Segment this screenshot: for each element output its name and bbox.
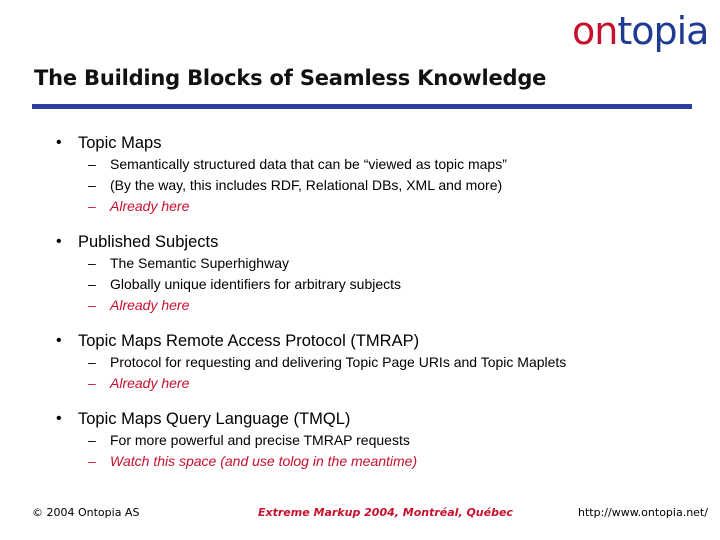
sub-marker: – [88, 354, 96, 370]
footer-url: http://www.ontopia.net/ [578, 506, 708, 519]
bullet-heading: Topic Maps [78, 134, 162, 152]
bullet-item [0, 330, 720, 352]
bullet-marker: • [56, 410, 62, 427]
sub-item-text: Watch this space (and use tolog in the meantime) [110, 453, 418, 469]
section-published-subjects [0, 231, 720, 316]
sub-marker: – [88, 198, 96, 214]
sub-item-text: Already here [110, 198, 190, 214]
section-tmrap [0, 330, 720, 394]
title-underline [32, 104, 692, 109]
bullet-marker: • [56, 332, 62, 349]
logo-part-topia: topia [617, 9, 709, 53]
section-tmql [0, 408, 720, 472]
logo-part-on: on [572, 9, 618, 53]
sub-item-highlight [0, 451, 720, 472]
sub-marker: – [88, 156, 96, 172]
sub-item-text: Already here [110, 375, 190, 391]
bullet-marker: • [56, 233, 62, 250]
sub-item [0, 430, 720, 451]
sub-item-text: Globally unique identifiers for arbitrary subjects [110, 276, 402, 292]
sub-item-highlight [0, 295, 720, 316]
sub-marker: – [88, 255, 96, 271]
sub-item-text: Semantically structured data that can be “viewed as topic maps” [110, 156, 507, 172]
bullet-heading: Topic Maps Query Language (TMQL) [78, 410, 351, 428]
bullet-item [0, 231, 720, 253]
slide-title: The Building Blocks of Seamless Knowledge [34, 66, 547, 90]
sub-item-text: For more powerful and precise TMRAP requests [110, 432, 410, 448]
sub-item-text: (By the way, this includes RDF, Relational DBs, XML and more) [110, 177, 503, 193]
sub-item-highlight [0, 196, 720, 217]
sub-item [0, 175, 720, 196]
sub-item [0, 253, 720, 274]
sub-item-text: The Semantic Superhighway [110, 255, 289, 271]
sub-marker: – [88, 375, 96, 391]
ontopia-logo [572, 8, 712, 54]
bullet-heading: Published Subjects [78, 233, 219, 251]
bullet-item [0, 408, 720, 430]
bullet-item [0, 132, 720, 154]
bullet-marker: • [56, 134, 62, 151]
sub-item [0, 274, 720, 295]
sub-marker: – [88, 453, 96, 469]
bullet-heading: Topic Maps Remote Access Protocol (TMRAP) [78, 332, 420, 350]
sub-item-highlight [0, 373, 720, 394]
sub-item [0, 352, 720, 373]
sub-marker: – [88, 276, 96, 292]
sub-item-text: Already here [110, 297, 190, 313]
footer-copyright: © 2004 Ontopia AS [32, 506, 140, 519]
sub-marker: – [88, 177, 96, 193]
sub-marker: – [88, 297, 96, 313]
footer-event: Extreme Markup 2004, Montréal, Québec [258, 506, 513, 519]
sub-marker: – [88, 432, 96, 448]
sub-item-text: Protocol for requesting and delivering Topic Page URIs and Topic Maplets [110, 354, 567, 370]
section-topic-maps [0, 132, 720, 217]
sub-item [0, 154, 720, 175]
bullet-list [0, 132, 720, 486]
